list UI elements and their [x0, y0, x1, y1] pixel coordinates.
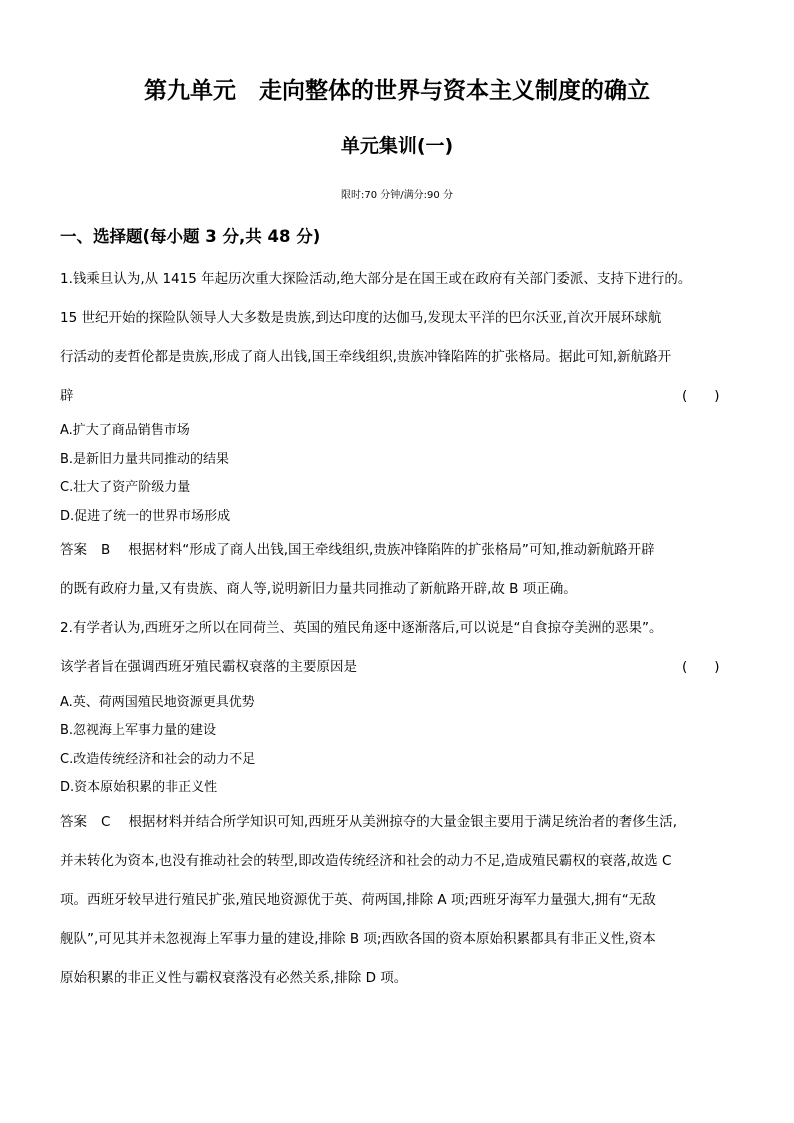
- question-2-stem-line-1: 2.有学者认为,西班牙之所以在同荷兰、英国的殖民角逐中逐渐落后,可以说是“自食掠夺美洲的恶果”。: [60, 620, 663, 636]
- question-1-stem-line-2: 15 世纪开始的探险队领导人大多数是贵族,到达印度的达伽马,发现太平洋的巴尔沃亚,首次开展环球航: [60, 310, 662, 326]
- question-2-option-a: A.英、荷两国殖民地资源更具优势: [60, 695, 255, 710]
- time-limit-score: 限时:70 分钟/满分:90 分: [341, 190, 453, 201]
- question-2-option-b: B.忽视海上军事力量的建设: [60, 723, 217, 738]
- question-1-stem-line-1: 1.钱乘旦认为,从 1415 年起历次重大探险活动,绝大部分是在国王或在政府有关部门委派、支持下进行的。: [60, 271, 692, 287]
- question-1-option-d: D.促进了统一的世界市场形成: [60, 509, 231, 524]
- answer-explanation-text: 根据材料并结合所学知识可知,西班牙从美洲掠夺的大量金银主要用于满足统治者的奢侈生活,: [128, 814, 678, 830]
- section-heading: 一、选择题(每小题 3 分,共 48 分): [60, 227, 321, 246]
- question-2-option-c: C.改造传统经济和社会的动力不足: [60, 752, 256, 767]
- question-2-option-d: D.资本原始积累的非正义性: [60, 780, 218, 795]
- answer-letter: B: [101, 542, 111, 558]
- answer-letter: C: [101, 814, 111, 830]
- answer-label: 答案: [60, 542, 87, 558]
- unit-title: 第九单元 走向整体的世界与资本主义制度的确立: [144, 78, 650, 104]
- answer-label: 答案: [60, 814, 87, 830]
- question-2-answer-line-2: 并未转化为资本,也没有推动社会的转型,即改造传统经济和社会的动力不足,造成殖民霸权的衰落,故选 C: [60, 853, 672, 869]
- unit-subtitle: 单元集训(一): [340, 135, 454, 157]
- question-2-answer-line-5: 原始积累的非正义性与霸权衰落没有必然关系,排除 D 项。: [60, 970, 408, 986]
- question-1-option-c: C.壮大了资产阶级力量: [60, 480, 191, 495]
- question-1-option-b: B.是新旧力量共同推动的结果: [60, 452, 230, 467]
- question-2-answer-line-4: 舰队”,可见其并未忽视海上军事力量的建设,排除 B 项;西欧各国的资本原始积累都具有非正义性,资本: [60, 931, 656, 947]
- question-2-answer-line-1: [60, 813, 677, 831]
- question-1-option-a: A.扩大了商品销售市场: [60, 423, 190, 438]
- question-1-answer-line-1: [60, 541, 655, 559]
- question-1-stem-line-3: 行活动的麦哲伦都是贵族,形成了商人出钱,国王牵线组织,贵族冲锋陷阵的扩张格局。据此可知,新航路开: [60, 349, 672, 365]
- question-1-answer-blank: ( ): [682, 388, 720, 404]
- question-2-answer-blank: ( ): [682, 659, 720, 675]
- question-2-answer-line-3: 项。西班牙较早进行殖民扩张,殖民地资源优于英、荷两国,排除 A 项;西班牙海军力量强大,拥有“无敌: [60, 892, 656, 908]
- question-2-stem-line-2: 该学者旨在强调西班牙殖民霸权衰落的主要原因是: [60, 659, 357, 675]
- question-1-stem-line-4: 辟: [60, 388, 74, 404]
- answer-explanation-text: 根据材料“形成了商人出钱,国王牵线组织,贵族冲锋陷阵的扩张格局”可知,推动新航路开辟: [128, 542, 655, 558]
- question-1-answer-line-2: 的既有政府力量,又有贵族、商人等,说明新旧力量共同推动了新航路开辟,故 B 项正确。: [60, 581, 577, 597]
